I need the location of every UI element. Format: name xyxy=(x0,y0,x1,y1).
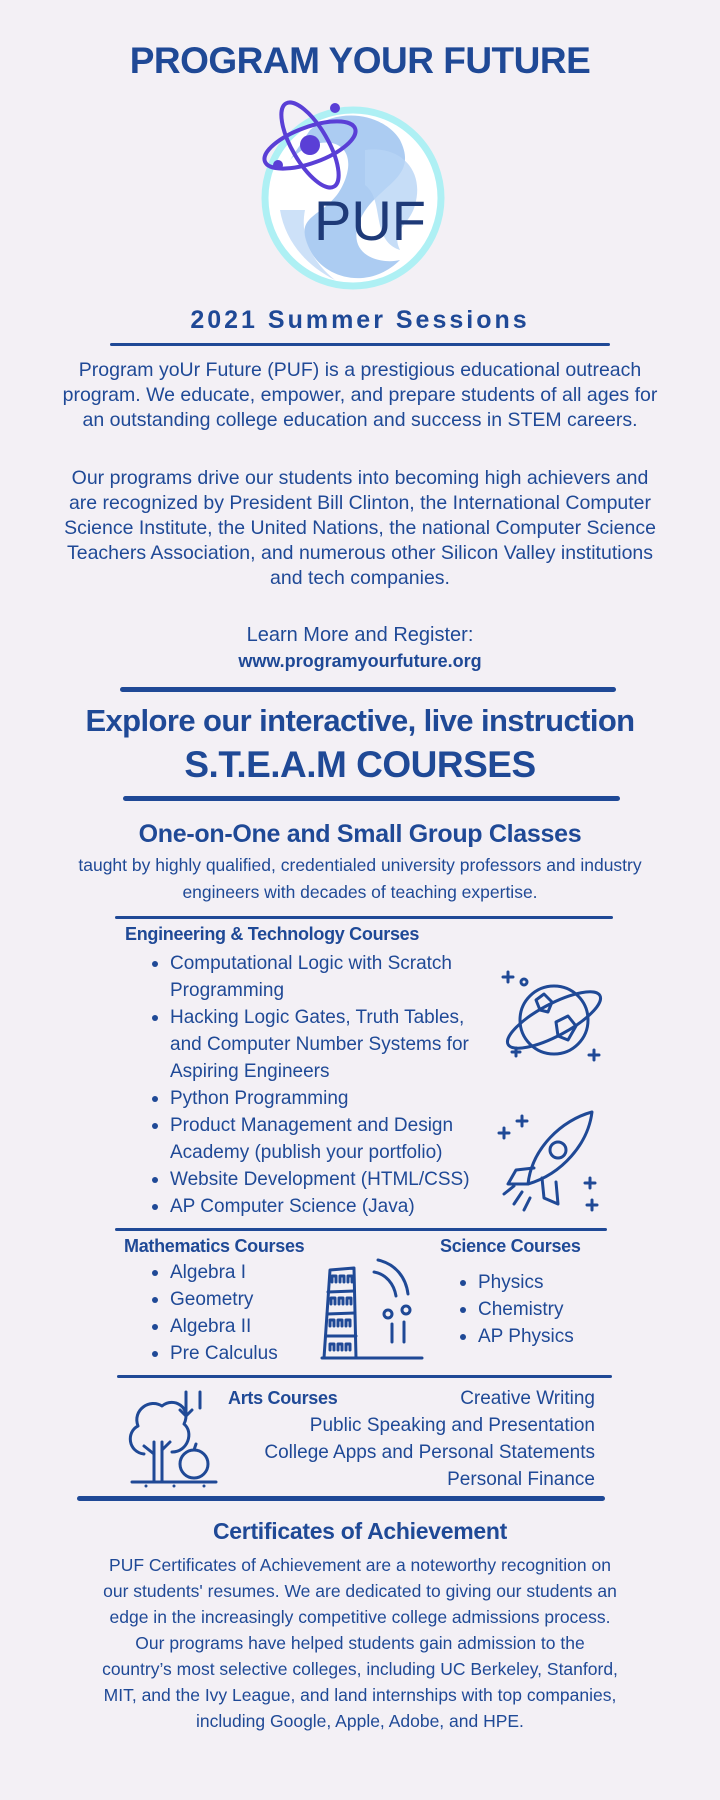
divider xyxy=(120,687,616,692)
session-title: 2021 Summer Sessions xyxy=(190,306,530,334)
intro-paragraph-1: Program yoUr Future (PUF) is a prestigious educational outreach program. We educate, empower, and prepare students of all ages for an outstanding college education and success in STEM careers. xyxy=(62,359,658,431)
list-item: Geometry xyxy=(148,1286,318,1313)
website-link[interactable]: www.programyourfuture.org xyxy=(238,651,482,671)
puf-logo xyxy=(250,90,450,300)
page-title: PROGRAM YOUR FUTURE xyxy=(129,40,591,81)
list-item: Pre Calculus xyxy=(148,1340,318,1367)
divider xyxy=(77,1496,605,1501)
divider xyxy=(110,343,610,346)
classes-title: One-on-One and Small Group Classes xyxy=(138,820,582,848)
list-item: Hacking Logic Gates, Truth Tables, and Computer Number Systems for Aspiring Engineers xyxy=(148,1004,488,1085)
science-heading: Science Courses xyxy=(440,1236,581,1256)
math-heading: Mathematics Courses xyxy=(124,1236,305,1256)
math-list xyxy=(148,1259,318,1367)
list-item: Personal Finance xyxy=(447,1469,595,1490)
divider xyxy=(115,1228,607,1231)
intro-paragraph-2: Our programs drive our students into becoming high achievers and are recognized by President Bill Clinton, the International Computer Science Institute, the United Nations, the national Computer Science Teachers Association, and numerous other Silicon Valley institutions and tech companies. xyxy=(64,467,656,589)
divider xyxy=(115,916,613,919)
logo-text: PUF xyxy=(314,189,426,252)
list-item: AP Physics xyxy=(456,1323,606,1350)
list-item: Computational Logic with Scratch Programming xyxy=(148,950,488,1004)
list-item: Creative Writing xyxy=(460,1388,595,1409)
learn-more-label: Learn More and Register: xyxy=(246,624,474,646)
explore-heading: Explore our interactive, live instruction xyxy=(85,703,635,738)
list-item: Product Management and Design Academy (publish your portfolio) xyxy=(148,1112,488,1166)
science-list xyxy=(456,1269,606,1350)
list-item: Website Development (HTML/CSS) xyxy=(148,1166,488,1193)
certificates-text: PUF Certificates of Achievement are a noteworthy recognition on our students' resumes. We are dedicated to giving our students an edge in the increasingly competitive college admissions process. Our programs have helped students gain admission to the country’s most selective colleges, including UC Berkeley, Stanford, MIT, and the Ivy League, and land internships with top companies, including Google, Apple, Adobe, and HPE. xyxy=(102,1555,618,1731)
list-item: College Apps and Personal Statements xyxy=(264,1442,595,1463)
certificates-title: Certificates of Achievement xyxy=(213,1518,507,1544)
list-item: Chemistry xyxy=(456,1296,606,1323)
leaning-tower-icon xyxy=(316,1258,426,1362)
arts-list xyxy=(155,1385,595,1493)
steam-heading: S.T.E.A.M COURSES xyxy=(184,744,536,785)
divider xyxy=(117,1375,612,1378)
rocket-icon xyxy=(492,1108,607,1220)
divider xyxy=(123,796,620,801)
engineering-heading: Engineering & Technology Courses xyxy=(125,924,420,944)
list-item: Physics xyxy=(456,1269,606,1296)
classes-subtitle: taught by highly qualified, credentialed university professors and industry engineers with decades of teaching expertise. xyxy=(78,855,642,902)
arts-heading: Arts Courses xyxy=(228,1388,338,1408)
engineering-list xyxy=(148,950,488,1220)
list-item: Algebra II xyxy=(148,1313,318,1340)
list-item: Public Speaking and Presentation xyxy=(309,1415,595,1436)
globe-icon xyxy=(494,962,609,1070)
list-item: Algebra I xyxy=(148,1259,318,1286)
list-item: Python Programming xyxy=(148,1085,488,1112)
list-item: AP Computer Science (Java) xyxy=(148,1193,488,1220)
